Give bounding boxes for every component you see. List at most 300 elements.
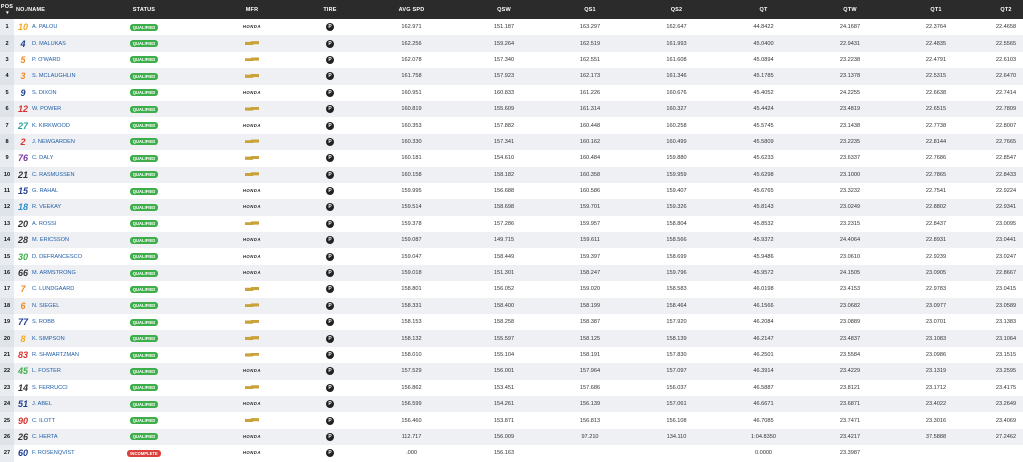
qs1-value: 158.199 xyxy=(579,302,601,309)
position: 25 xyxy=(0,412,14,428)
qt1-value: 22.8437 xyxy=(925,220,947,227)
col-header-avg-spd[interactable]: AVG SPD xyxy=(398,6,425,13)
driver-cell[interactable] xyxy=(14,330,82,346)
qtw-value: 23.3987 xyxy=(839,450,861,457)
driver-cell[interactable] xyxy=(14,68,82,84)
avg-speed: 158.132 xyxy=(401,335,422,342)
driver-name-link[interactable]: G. RAHAL xyxy=(32,188,59,195)
manufacturer-cell xyxy=(206,19,298,35)
qtw-value: 23.0249 xyxy=(839,204,861,211)
firestone-tire-icon: P xyxy=(326,253,334,261)
qt2-value: 22.8547 xyxy=(995,155,1017,162)
driver-cell[interactable] xyxy=(14,298,82,314)
qs1-value: 162.551 xyxy=(579,56,601,63)
firestone-tire-icon: P xyxy=(326,433,334,441)
qs1-value: 159.701 xyxy=(579,204,601,211)
driver-cell[interactable] xyxy=(14,248,82,264)
table-row[interactable] xyxy=(0,117,1023,133)
qt-value: 46.7085 xyxy=(753,417,774,424)
firestone-tire-icon: P xyxy=(326,236,334,244)
qt-value: 46.1566 xyxy=(753,302,774,309)
driver-name-link[interactable]: L. FOSTER xyxy=(32,368,61,375)
qs2-value: 159.880 xyxy=(666,155,687,162)
position: 15 xyxy=(0,248,14,264)
driver-cell[interactable] xyxy=(14,117,82,133)
manufacturer-cell xyxy=(206,101,298,117)
qt2-value: 22.7665 xyxy=(995,138,1017,145)
qt2-value: 23.0415 xyxy=(995,286,1017,293)
status-cell xyxy=(82,298,206,314)
qt2-value: 23.4175 xyxy=(995,384,1017,391)
qsw-value: 156.163 xyxy=(493,450,515,457)
qt-value: 45.5809 xyxy=(753,138,774,145)
qs2-value: 158.699 xyxy=(666,253,687,260)
manufacturer-cell xyxy=(206,85,298,101)
tire-cell xyxy=(298,52,362,68)
qs2-value: 161.608 xyxy=(666,56,687,63)
driver-name-link[interactable]: R. SHWARTZMAN xyxy=(32,352,79,358)
qsw-value: 156.009 xyxy=(493,433,515,440)
position: 4 xyxy=(0,68,14,84)
qt2-value: 23.0441 xyxy=(995,237,1017,244)
table-row[interactable] xyxy=(0,101,1023,117)
manufacturer-cell xyxy=(206,281,298,297)
qt-value: 1:04.8350 xyxy=(751,433,776,440)
qt1-value: 22.5315 xyxy=(925,73,947,80)
position: 27 xyxy=(0,445,14,461)
position: 22 xyxy=(0,363,14,379)
avg-speed: 161.758 xyxy=(401,73,422,80)
chevrolet-logo xyxy=(245,74,259,78)
avg-speed: 159.514 xyxy=(401,204,422,211)
table-row[interactable] xyxy=(0,183,1023,199)
tire-cell xyxy=(298,183,362,199)
status-badge: QUALIFIED xyxy=(130,335,159,342)
qt-value: 45.0400 xyxy=(753,40,774,47)
tire-cell xyxy=(298,216,362,232)
qsw-value: 157.923 xyxy=(493,73,515,80)
status-cell xyxy=(82,19,206,35)
status-cell xyxy=(82,412,206,428)
qt1-value: 22.4791 xyxy=(925,56,947,63)
col-header-qt1[interactable]: QT1 xyxy=(930,6,942,13)
driver-cell[interactable] xyxy=(14,85,82,101)
position: 17 xyxy=(0,281,14,297)
driver-cell[interactable] xyxy=(14,19,82,35)
firestone-tire-icon: P xyxy=(326,351,334,359)
qsw-value: 158.449 xyxy=(493,253,515,260)
driver-cell[interactable] xyxy=(14,429,82,445)
driver-cell[interactable] xyxy=(14,314,82,330)
qs2-value: 159.796 xyxy=(666,270,687,277)
avg-speed: 158.331 xyxy=(401,302,422,309)
car-number: 77 xyxy=(17,317,28,328)
driver-name-link[interactable]: J. ABEL xyxy=(32,401,52,408)
avg-speed: 157.529 xyxy=(401,368,422,375)
position: 11 xyxy=(0,183,14,199)
car-number: 8 xyxy=(20,333,26,344)
driver-name-link[interactable]: A. ROSSI xyxy=(32,220,57,227)
driver-cell[interactable] xyxy=(14,363,82,379)
table-row[interactable] xyxy=(0,396,1023,412)
driver-name-link[interactable]: S. MCLAUGHLIN xyxy=(32,73,76,80)
manufacturer-cell xyxy=(206,52,298,68)
driver-cell[interactable] xyxy=(14,52,82,68)
qt2-value: 22.9224 xyxy=(995,188,1017,195)
car-number: 76 xyxy=(17,153,28,164)
honda-logo: HONDA xyxy=(242,24,262,30)
manufacturer-cell xyxy=(206,429,298,445)
chevrolet-logo xyxy=(245,303,259,307)
manufacturer-cell xyxy=(206,216,298,232)
driver-cell[interactable] xyxy=(14,199,82,215)
table-row[interactable] xyxy=(0,19,1023,35)
qs2-value: 158.804 xyxy=(666,220,687,227)
honda-logo: HONDA xyxy=(242,89,262,95)
qsw-value: 155.609 xyxy=(493,106,515,113)
firestone-tire-icon: P xyxy=(326,203,334,211)
qt-value: 0.0000 xyxy=(754,450,773,457)
qt-value: 45.8532 xyxy=(753,220,774,227)
col-header-status[interactable]: STATUS xyxy=(132,6,156,13)
position: 14 xyxy=(0,232,14,248)
firestone-tire-icon: P xyxy=(326,56,334,64)
qs2-value: 157.830 xyxy=(666,352,687,358)
table-row[interactable] xyxy=(0,298,1023,314)
driver-cell[interactable] xyxy=(14,150,82,166)
driver-name-link[interactable]: C. RASMUSSEN xyxy=(32,171,75,178)
car-number: 28 xyxy=(17,235,28,246)
manufacturer-cell xyxy=(206,199,298,215)
driver-name-link[interactable]: S. ROBB xyxy=(32,319,55,326)
position: 23 xyxy=(0,380,14,396)
position: 20 xyxy=(0,330,14,346)
status-badge: QUALIFIED xyxy=(130,401,159,408)
table-row[interactable] xyxy=(0,35,1023,51)
honda-logo: HONDA xyxy=(242,237,262,243)
avg-speed: 156.599 xyxy=(401,401,422,408)
car-number: 45 xyxy=(17,366,28,377)
driver-name-link[interactable]: C. ILOTT xyxy=(32,417,55,424)
table-row[interactable] xyxy=(0,248,1023,264)
qtw-value: 23.4837 xyxy=(839,335,861,342)
qsw-value: 153.451 xyxy=(493,384,515,391)
tire-cell xyxy=(298,85,362,101)
qt1-value xyxy=(893,445,979,461)
qs1-value: 158.247 xyxy=(579,270,601,277)
driver-name-link[interactable]: M. ERICSSON xyxy=(32,237,69,244)
status-badge: QUALIFIED xyxy=(130,384,159,391)
qs1-value: 159.397 xyxy=(579,253,601,260)
status-badge: QUALIFIED xyxy=(130,171,159,178)
driver-name-link[interactable]: P. O'WARD xyxy=(32,56,61,63)
qt2-value: 23.0095 xyxy=(995,220,1017,227)
driver-name-link[interactable]: D. MALUKAS xyxy=(32,40,66,47)
qt2-value: 23.2649 xyxy=(995,401,1017,408)
qt2-value: 22.5565 xyxy=(995,40,1017,47)
tire-cell xyxy=(298,199,362,215)
avg-speed: 162.078 xyxy=(401,56,422,63)
firestone-tire-icon: P xyxy=(326,89,334,97)
col-header-qs2[interactable]: QS2 xyxy=(670,6,683,13)
table-row[interactable] xyxy=(0,281,1023,297)
status-cell xyxy=(82,281,206,297)
status-cell xyxy=(82,232,206,248)
col-header-qt2[interactable]: QT2 xyxy=(1000,6,1012,13)
qs2-value: 157.097 xyxy=(666,368,687,375)
qtw-value: 23.4153 xyxy=(839,286,861,293)
position: 8 xyxy=(0,134,14,150)
qt-value: 45.4424 xyxy=(753,106,774,113)
qs2-value: 158.139 xyxy=(666,335,687,342)
qt2-value xyxy=(979,445,1023,461)
qs2-value: 159.326 xyxy=(666,204,687,211)
position: 26 xyxy=(0,429,14,445)
driver-cell[interactable] xyxy=(14,347,82,363)
manufacturer-cell xyxy=(206,347,298,363)
table-row[interactable] xyxy=(0,265,1023,281)
car-number: 30 xyxy=(17,251,28,262)
table-row[interactable] xyxy=(0,380,1023,396)
tire-cell xyxy=(298,363,362,379)
table-row[interactable] xyxy=(0,429,1023,445)
driver-name-link[interactable]: N. SIEGEL xyxy=(32,302,60,309)
firestone-tire-icon: P xyxy=(326,335,334,343)
col-header-qsw[interactable]: QSW xyxy=(497,6,511,13)
table-row[interactable] xyxy=(0,363,1023,379)
qt2-value: 22.4658 xyxy=(995,24,1017,31)
driver-cell[interactable] xyxy=(14,380,82,396)
table-row[interactable] xyxy=(0,412,1023,428)
table-row[interactable] xyxy=(0,68,1023,84)
driver-name-link[interactable]: K. SIMPSON xyxy=(32,335,65,342)
driver-name-link[interactable]: C. HERTA xyxy=(32,433,58,440)
position: 12 xyxy=(0,199,14,215)
car-number: 51 xyxy=(17,399,28,410)
status-cell xyxy=(82,429,206,445)
driver-cell[interactable] xyxy=(14,232,82,248)
avg-speed: 162.256 xyxy=(401,40,422,47)
qs2-value: 159.407 xyxy=(666,188,687,195)
qtw-value: 23.2235 xyxy=(839,138,861,145)
chevrolet-logo xyxy=(245,418,259,422)
table-row[interactable] xyxy=(0,445,1023,461)
status-badge: QUALIFIED xyxy=(130,204,159,211)
status-badge: QUALIFIED xyxy=(130,302,159,309)
manufacturer-cell xyxy=(206,298,298,314)
col-header-mfr[interactable]: MFR xyxy=(245,6,259,13)
col-header-tire[interactable]: TIRE xyxy=(323,6,337,13)
driver-name-link[interactable]: S. DIXON xyxy=(32,89,57,96)
table-row[interactable] xyxy=(0,150,1023,166)
tire-cell xyxy=(298,248,362,264)
status-cell xyxy=(82,199,206,215)
avg-speed: 160.158 xyxy=(401,171,422,178)
col-header-qt[interactable]: QT xyxy=(759,6,768,13)
qt1-value: 22.9783 xyxy=(925,286,947,293)
qs1-value: 158.191 xyxy=(579,352,601,358)
qs2-value: 156.037 xyxy=(666,384,687,391)
firestone-tire-icon: P xyxy=(326,302,334,310)
driver-cell[interactable] xyxy=(14,396,82,412)
qt-value: 45.4052 xyxy=(753,89,774,96)
driver-name-link[interactable]: R. VEEKAY xyxy=(32,204,62,211)
table-row[interactable] xyxy=(0,85,1023,101)
tire-cell xyxy=(298,396,362,412)
qtw-value: 23.1378 xyxy=(839,73,861,80)
position: 5 xyxy=(0,85,14,101)
status-cell xyxy=(82,68,206,84)
table-row[interactable] xyxy=(0,199,1023,215)
chevrolet-logo xyxy=(245,385,259,389)
avg-speed: 158.801 xyxy=(401,286,422,293)
table-row[interactable] xyxy=(0,134,1023,150)
driver-cell[interactable] xyxy=(14,412,82,428)
status-cell xyxy=(82,150,206,166)
position: 19 xyxy=(0,314,14,330)
table-row[interactable] xyxy=(0,347,1023,363)
driver-cell[interactable] xyxy=(14,35,82,51)
col-header-qs1[interactable]: QS1 xyxy=(584,6,596,13)
status-cell xyxy=(82,216,206,232)
avg-speed: 158.153 xyxy=(401,319,422,326)
qs2-value xyxy=(633,445,720,461)
status-cell xyxy=(82,101,206,117)
car-number: 6 xyxy=(20,300,26,311)
qs1-value: 159.611 xyxy=(580,237,600,244)
qtw-value: 24.2255 xyxy=(839,89,861,96)
position: 1 xyxy=(0,19,14,35)
driver-name-link[interactable]: C. LUNDGAARD xyxy=(32,286,75,293)
tire-cell xyxy=(298,412,362,428)
qsw-value: 156.052 xyxy=(493,286,515,293)
table-row[interactable] xyxy=(0,330,1023,346)
driver-name-link[interactable]: M. ARMSTRONG xyxy=(32,270,76,277)
car-number: 10 xyxy=(17,22,28,33)
driver-cell[interactable] xyxy=(14,281,82,297)
manufacturer-cell xyxy=(206,412,298,428)
qs1-value: 163.297 xyxy=(579,24,601,31)
qs1-value: 160.586 xyxy=(579,188,601,195)
driver-cell[interactable] xyxy=(14,265,82,281)
status-badge: QUALIFIED xyxy=(130,220,159,227)
tire-cell xyxy=(298,150,362,166)
qt-value: 44.8422 xyxy=(753,24,774,31)
table-row[interactable] xyxy=(0,232,1023,248)
driver-name-link[interactable]: F. ROSENQVIST xyxy=(32,450,75,457)
chevrolet-logo xyxy=(245,57,259,61)
car-number: 27 xyxy=(17,120,28,131)
manufacturer-cell xyxy=(206,330,298,346)
qtw-value: 23.2315 xyxy=(839,220,861,227)
qt2-value: 23.2595 xyxy=(995,368,1017,375)
driver-cell[interactable] xyxy=(14,167,82,183)
avg-speed: 156.460 xyxy=(401,417,422,424)
driver-cell[interactable] xyxy=(14,445,82,461)
col-header-name[interactable]: NO./NAME xyxy=(16,6,46,13)
qt1-value: 23.0977 xyxy=(925,302,947,309)
sort-icon: ▾ xyxy=(6,9,9,16)
qsw-value: 157.882 xyxy=(493,122,515,129)
qsw-value: 157.340 xyxy=(493,56,515,63)
manufacturer-cell xyxy=(206,117,298,133)
qsw-value: 154.261 xyxy=(493,401,515,408)
qt1-value: 23.1319 xyxy=(925,368,947,375)
status-badge: QUALIFIED xyxy=(130,56,159,63)
qsw-value: 155.597 xyxy=(493,335,515,342)
driver-name-link[interactable]: S. FERRUCCI xyxy=(32,384,68,391)
driver-name-link[interactable]: K. KIRKWOOD xyxy=(32,122,70,129)
qt-value: 46.2501 xyxy=(753,352,774,358)
qt1-value: 23.0986 xyxy=(925,352,947,358)
status-cell xyxy=(82,330,206,346)
chevrolet-logo xyxy=(245,139,259,143)
qtw-value: 23.6337 xyxy=(839,155,861,162)
table-row[interactable] xyxy=(0,167,1023,183)
firestone-tire-icon: P xyxy=(326,23,334,31)
qt-value: 46.2084 xyxy=(753,319,774,326)
qtw-value: 23.7471 xyxy=(839,417,861,424)
table-row[interactable] xyxy=(0,216,1023,232)
qt-value: 45.1785 xyxy=(753,73,774,80)
status-badge: INCOMPLETE xyxy=(127,450,160,457)
manufacturer-cell xyxy=(206,396,298,412)
tire-cell xyxy=(298,314,362,330)
driver-cell[interactable] xyxy=(14,216,82,232)
honda-logo: HONDA xyxy=(242,188,262,194)
car-number: 60 xyxy=(17,448,28,459)
tire-cell xyxy=(298,281,362,297)
manufacturer-cell xyxy=(206,232,298,248)
avg-speed: 156.862 xyxy=(401,384,422,391)
status-cell xyxy=(82,167,206,183)
qt2-value: 23.1515 xyxy=(995,352,1017,358)
status-cell xyxy=(82,396,206,412)
position: 18 xyxy=(0,298,14,314)
firestone-tire-icon: P xyxy=(326,187,334,195)
tire-cell xyxy=(298,330,362,346)
qs2-value: 160.499 xyxy=(666,138,687,145)
manufacturer-cell xyxy=(206,314,298,330)
driver-name-link[interactable]: A. PALOU xyxy=(32,24,58,31)
qt1-value: 22.8144 xyxy=(925,138,947,145)
driver-cell[interactable] xyxy=(14,101,82,117)
driver-name-link[interactable]: C. DALY xyxy=(32,155,54,162)
qs1-value: 156.139 xyxy=(579,401,601,408)
car-number: 21 xyxy=(17,169,28,180)
driver-cell[interactable] xyxy=(14,183,82,199)
col-header-qtw[interactable]: QTW xyxy=(843,6,857,13)
qt1-value: 23.0701 xyxy=(925,319,947,326)
driver-name-link[interactable]: D. DEFRANCESCO xyxy=(32,253,82,260)
qs2-value: 158.566 xyxy=(666,237,687,244)
driver-name-link[interactable]: W. POWER xyxy=(32,106,62,113)
position: 21 xyxy=(0,347,14,363)
driver-cell[interactable] xyxy=(14,134,82,150)
qsw-value: 159.264 xyxy=(493,40,515,47)
tire-cell xyxy=(298,167,362,183)
qs1-value: 160.162 xyxy=(579,138,601,145)
status-cell xyxy=(82,314,206,330)
car-number: 12 xyxy=(17,104,28,115)
qs2-value: 160.676 xyxy=(666,89,687,96)
col-header-pos[interactable]: POS▾ xyxy=(0,3,14,16)
table-row[interactable] xyxy=(0,314,1023,330)
driver-name-link[interactable]: J. NEWGARDEN xyxy=(32,138,75,145)
car-number: 18 xyxy=(17,202,28,213)
table-row[interactable] xyxy=(0,52,1023,68)
qsw-value: 153.871 xyxy=(493,417,515,424)
